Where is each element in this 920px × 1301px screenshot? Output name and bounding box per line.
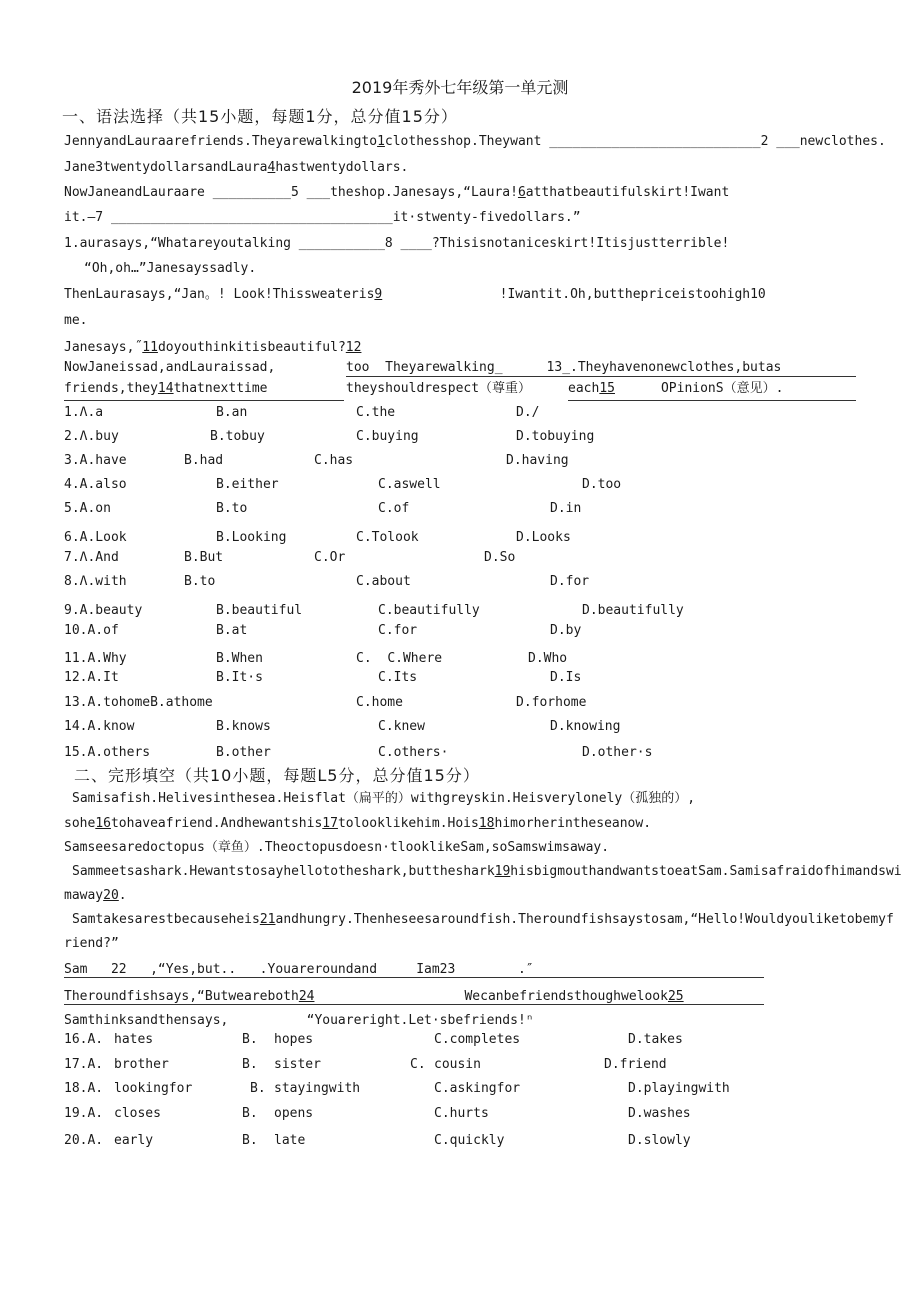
q17-option-c[interactable]: cousin: [434, 1057, 481, 1072]
q3-option-b[interactable]: B.had: [184, 453, 224, 468]
q1-option-b[interactable]: B.an: [216, 405, 248, 420]
q2-option-b[interactable]: B.tobuy: [210, 429, 265, 444]
q19-option-b[interactable]: opens: [274, 1106, 314, 1121]
q8-option-a[interactable]: 8.Λ.with: [64, 574, 127, 589]
q6-option-b[interactable]: B.Looking: [216, 530, 287, 545]
q9-option-d[interactable]: D.beautifully: [582, 603, 684, 618]
passage1-line-4: it.—7 ____________________________________it·stwenty-fivedollars.”: [64, 210, 581, 225]
passage2-line-6: Samtakesarestbecauseheis21andhungry.Thenheseesaroundfish.Theroundfishsaystosam,“Hello!Wouldyouliketobemyf: [72, 912, 894, 927]
q4-option-c[interactable]: C.aswell: [378, 477, 441, 492]
q18-option-c[interactable]: C.askingfor: [434, 1081, 521, 1096]
q13-option-c[interactable]: C.home: [356, 695, 403, 710]
q17-option-a[interactable]: brother: [114, 1057, 169, 1072]
q14-option-b[interactable]: B.knows: [216, 719, 271, 734]
q11-option-a[interactable]: 11.A.Why: [64, 651, 127, 666]
q19-option-b-label: B.: [242, 1106, 258, 1121]
q12-option-b[interactable]: B.It·s: [216, 670, 263, 685]
q1-option-c[interactable]: C.the: [356, 405, 396, 420]
passage2-line-3: Samseesaredoctopus（章鱼）.Theoctopusdoesn·tlooklikeSam,soSamswimsaway.: [64, 840, 610, 855]
q15-option-b[interactable]: B.other: [216, 745, 271, 760]
q15-option-a[interactable]: 15.A.others: [64, 745, 151, 760]
q9-option-a[interactable]: 9.A.beauty: [64, 603, 143, 618]
split-right-line: each15 OPinionS（意见）.: [568, 381, 784, 396]
passage2-line-8: Sam 22 ,“Yes,but.. .Youareroundand Iam23 .″: [64, 962, 534, 977]
q1-option-a[interactable]: 1.Λ.a: [64, 405, 104, 420]
q8-option-b[interactable]: B.to: [184, 574, 216, 589]
q3-option-c[interactable]: C.has: [314, 453, 354, 468]
q2-option-a[interactable]: 2.Λ.buy: [64, 429, 119, 444]
q8-option-d[interactable]: D.for: [550, 574, 590, 589]
q4-option-b[interactable]: B.either: [216, 477, 279, 492]
passage2-line-10: Samthinksandthensays, “Youareright.Let·sbefriends!ⁿ: [64, 1013, 534, 1028]
q5-option-a[interactable]: 5.A.on: [64, 501, 111, 516]
q8-option-c[interactable]: C.about: [356, 574, 411, 589]
q4-option-d[interactable]: D.too: [582, 477, 622, 492]
q1-option-d[interactable]: D./: [516, 405, 540, 420]
passage1-line-3: NowJaneandLauraare __________5 ___theshop.Janesays,“Laura!6atthatbeautifulskirt!Iwant: [64, 185, 730, 200]
q10-option-b[interactable]: B.at: [216, 623, 248, 638]
q5-option-b[interactable]: B.to: [216, 501, 248, 516]
q16-option-d[interactable]: D.takes: [628, 1032, 683, 1047]
split-right-rule: [568, 400, 856, 401]
q14-option-a[interactable]: 14.A.know: [64, 719, 135, 734]
q17-option-c-label: C.: [410, 1057, 426, 1072]
passage1-line-1: JennyandLauraarefriends.Theyarewalkingto1clothesshop.Theywant ___________________________2 ___newclothes.: [64, 134, 886, 149]
split-mid-line-2: theyshouldrespect（尊重）: [346, 381, 532, 396]
q3-option-d[interactable]: D.having: [506, 453, 569, 468]
q18-label: 18.A.: [64, 1081, 104, 1096]
q17-option-b[interactable]: sister: [274, 1057, 321, 1072]
q16-option-c[interactable]: C.completes: [434, 1032, 521, 1047]
q9-option-c[interactable]: C.beautifully: [378, 603, 480, 618]
q20-label: 20.A.: [64, 1133, 104, 1148]
split-left-line-1: NowJaneissad,andLauraissad,: [64, 360, 276, 375]
split-left-line-2: friends,they14thatnexttime: [64, 381, 268, 396]
split-mid-rule: [346, 376, 856, 377]
passage2-line-1: Samisafish.Helivesinthesea.Heisflat（扁平的）withgreyskin.Heisverylonely（孤独的）,: [72, 791, 696, 806]
passage2-line-4: Sammeetsashark.Hewantstosayhellototheshark,buttheshark19hisbigmouthandwantstoeatSam.Samisafraidofhimandswi: [72, 864, 902, 879]
q5-option-d[interactable]: D.in: [550, 501, 582, 516]
q11-option-c[interactable]: C. C.Where: [356, 651, 443, 666]
q12-option-d[interactable]: D.Is: [550, 670, 582, 685]
q19-option-a[interactable]: closes: [114, 1106, 161, 1121]
q2-option-c[interactable]: C.buying: [356, 429, 419, 444]
q15-option-d[interactable]: D.other·s: [582, 745, 653, 760]
q4-option-a[interactable]: 4.A.also: [64, 477, 127, 492]
q18-option-a[interactable]: lookingfor: [114, 1081, 193, 1096]
q19-label: 19.A.: [64, 1106, 104, 1121]
q16-option-a[interactable]: hates: [114, 1032, 154, 1047]
q16-label: 16.A.: [64, 1032, 104, 1047]
q15-option-c[interactable]: C.others·: [378, 745, 449, 760]
q19-option-c[interactable]: C.hurts: [434, 1106, 489, 1121]
q10-option-c[interactable]: C.for: [378, 623, 418, 638]
q14-option-c[interactable]: C.knew: [378, 719, 425, 734]
passage2-line-9: Theroundfishsays,“Butweareboth24 Wecanbefriendsthoughwelook25: [64, 989, 684, 1004]
passage2-line-2: sohe16tohaveafriend.Andhewantshis17tolooklikehim.Hois18himorherintheseanow.: [64, 816, 652, 831]
split-mid-line-1: too Theyarewalking_ 13_.Theyhavenonewclothes,butas: [346, 360, 782, 375]
section1-heading: 一、语法选择（共15小题，每题1分，总分值15分）: [62, 107, 458, 126]
passage2-rule-2: [64, 1004, 764, 1005]
q6-option-d[interactable]: D.Looks: [516, 530, 571, 545]
passage1-line-2: Jane3twentydollarsandLaura4hastwentydollars.: [64, 160, 409, 175]
q17-label: 17.A.: [64, 1057, 104, 1072]
passage1-line-5: 1.aurasays,“Whatareyoutalking ___________8 ____?Thisisnotaniceskirt!Itisjustterrible!: [64, 236, 730, 251]
q6-option-a[interactable]: 6.A.Look: [64, 530, 127, 545]
q20-option-a[interactable]: early: [114, 1133, 154, 1148]
passage1-line-6: “Oh,oh…”Janesayssadly.: [84, 261, 257, 276]
q14-option-d[interactable]: D.knowing: [550, 719, 621, 734]
q12-option-a[interactable]: 12.A.It: [64, 670, 119, 685]
q7-option-b[interactable]: B.But: [184, 550, 224, 565]
q18-option-d[interactable]: D.playingwith: [628, 1081, 730, 1096]
split-left-rule: [64, 400, 344, 401]
q7-option-a[interactable]: 7.Λ.And: [64, 550, 119, 565]
q13-option-d[interactable]: D.forhome: [516, 695, 587, 710]
q10-option-a[interactable]: 10.A.of: [64, 623, 119, 638]
q6-option-c[interactable]: C.Tolook: [356, 530, 419, 545]
q9-option-b[interactable]: B.beautiful: [216, 603, 303, 618]
q20-option-c[interactable]: C.quickly: [434, 1133, 505, 1148]
section2-heading: 二、完形填空（共10小题，每题L5分，总分值15分）: [74, 766, 480, 785]
q12-option-c[interactable]: C.Its: [378, 670, 418, 685]
passage2-line-5: maway20.: [64, 888, 127, 903]
q18-option-b[interactable]: stayingwith: [274, 1081, 361, 1096]
q11-option-b[interactable]: B.When: [216, 651, 263, 666]
q10-option-d[interactable]: D.by: [550, 623, 582, 638]
q5-option-c[interactable]: C.of: [378, 501, 410, 516]
q2-option-d[interactable]: D.tobuying: [516, 429, 595, 444]
q20-option-b[interactable]: late: [274, 1133, 306, 1148]
q7-option-d[interactable]: D.So: [484, 550, 516, 565]
q17-option-b-label: B.: [242, 1057, 258, 1072]
q20-option-d[interactable]: D.slowly: [628, 1133, 691, 1148]
passage2-line-7: riend?”: [64, 936, 119, 951]
passage1-line-8: me.: [64, 313, 88, 328]
q11-option-d[interactable]: D.Who: [528, 651, 568, 666]
passage2-rule-1: [64, 977, 764, 978]
passage1-line-7: ThenLaurasays,“Jan。! Look!Thissweateris9 !Iwantit.Oh,butthepriceistoohigh10: [64, 287, 766, 302]
q20-option-b-label: B.: [242, 1133, 258, 1148]
q13-option-ab[interactable]: 13.A.tohomeB.athome: [64, 695, 213, 710]
q16-option-b-label: B.: [242, 1032, 258, 1047]
passage1-line-9: Janesays,˝11doyouthinkitisbeautiful?12: [64, 340, 362, 355]
q3-option-a[interactable]: 3.A.have: [64, 453, 127, 468]
page-title: 2019年秀外七年级第一单元测: [351, 78, 569, 97]
q18-option-b-label: B.: [250, 1081, 266, 1096]
q7-option-c[interactable]: C.Or: [314, 550, 346, 565]
q16-option-b[interactable]: hopes: [274, 1032, 314, 1047]
q17-option-d[interactable]: D.friend: [604, 1057, 667, 1072]
q19-option-d[interactable]: D.washes: [628, 1106, 691, 1121]
